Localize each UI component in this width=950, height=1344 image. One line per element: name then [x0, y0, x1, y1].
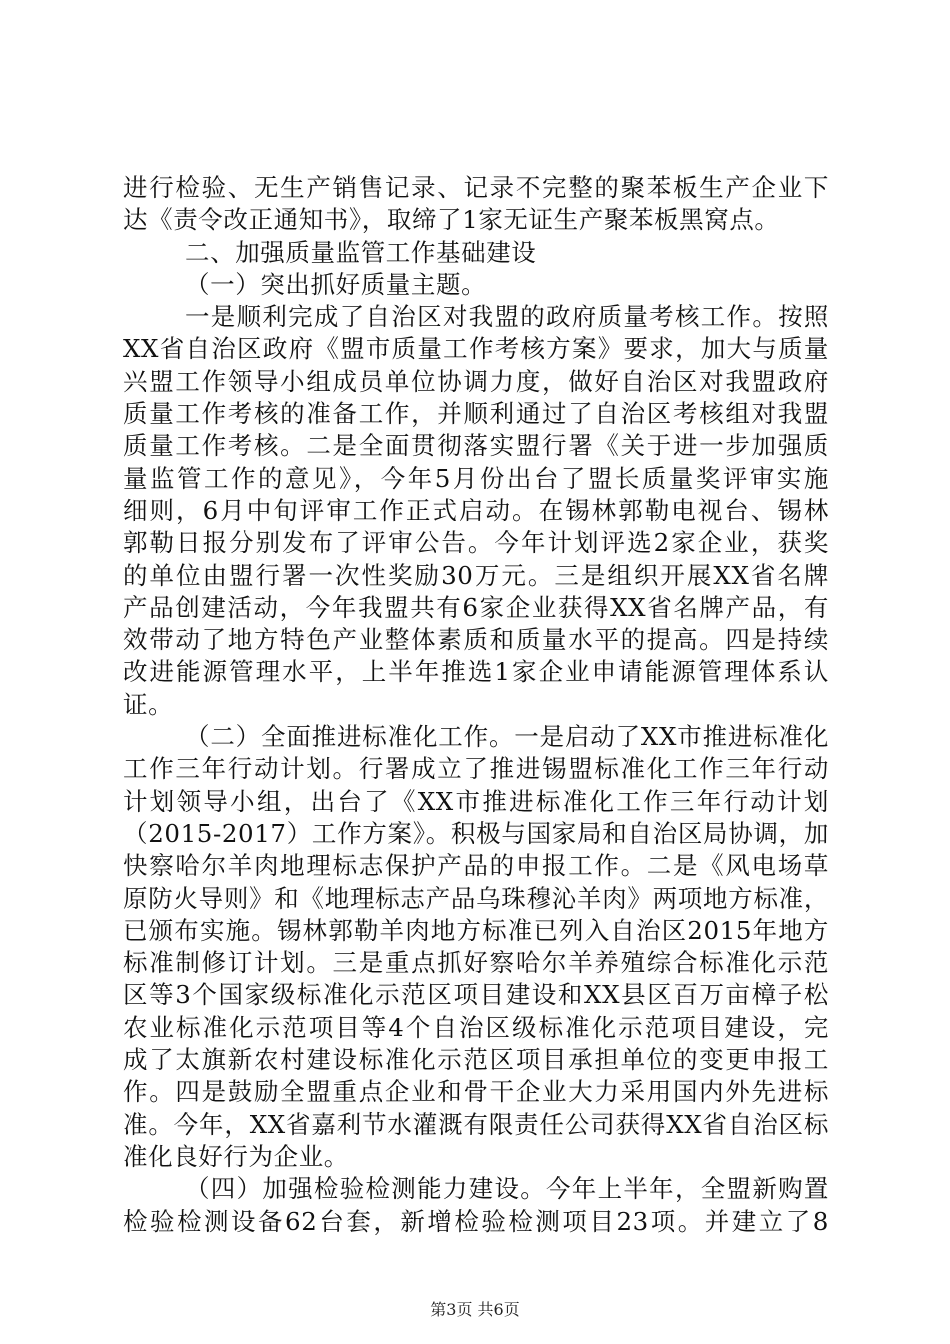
text-line: 细则，6月中旬评审工作正式启动。在锡林郭勒电视台、锡林: [123, 495, 829, 525]
text-line: 进行检验、无生产销售记录、记录不完整的聚苯板生产企业下: [123, 173, 829, 202]
text-line: 工作三年行动计划。行署成立了推进锡盟标准化工作三年行动: [123, 754, 829, 784]
text-line: 标准制修订计划。三是重点抓好察哈尔羊养殖综合标准化示范: [123, 948, 829, 978]
text-line: 原防火导则》和《地理标志产品乌珠穆沁羊肉》两项地方标准，: [123, 883, 829, 913]
text-line: 作。四是鼓励全盟重点企业和骨干企业大力采用国内外先进标: [123, 1077, 829, 1107]
document-body: [123, 172, 829, 1238]
text-line: 证。: [123, 689, 174, 719]
text-line: 区等3个国家级标准化示范区项目建设和XX县区百万亩樟子松: [123, 980, 829, 1010]
text-line: 农业标准化示范项目等4个自治区级标准化示范项目建设，完: [123, 1012, 829, 1042]
text-line: 产品创建活动，今年我盟共有6家企业获得XX省名牌产品，有: [123, 592, 829, 622]
text-line: 郭勒日报分别发布了评审公告。今年计划评选2家企业，获奖: [123, 528, 829, 558]
text-line: 已颁布实施。锡林郭勒羊肉地方标准已列入自治区2015年地方: [123, 915, 829, 945]
text-line: 兴盟工作领导小组成员单位协调力度，做好自治区对我盟政府: [123, 366, 829, 396]
text-line: （二）全面推进标准化工作。一是启动了XX市推进标准化: [185, 722, 829, 752]
text-line: 成了太旗新农村建设标准化示范区项目承担单位的变更申报工: [123, 1045, 829, 1075]
page-number-footer: 第3页 共6页: [430, 1300, 520, 1319]
text-line: 的单位由盟行署一次性奖励30万元。三是组织开展XX省名牌: [123, 560, 829, 590]
text-line: 效带动了地方特色产业整体素质和质量水平的提高。四是持续: [123, 625, 829, 655]
text-line: 准化良好行为企业。: [123, 1141, 349, 1171]
text-line: XX省自治区政府《盟市质量工作考核方案》要求，加大与质量: [123, 334, 829, 364]
text-line: 计划领导小组，出台了《XX市推进标准化工作三年行动计划: [123, 786, 829, 816]
text-line: 检验检测设备62台套，新增检验检测项目23项。并建立了8: [123, 1206, 829, 1236]
subsection-heading: （一）突出抓好质量主题。: [185, 269, 487, 299]
text-line: 量监管工作的意见》，今年5月份出台了盟长质量奖评审实施: [123, 463, 829, 493]
text-line: 改进能源管理水平，上半年推选1家企业申请能源管理体系认: [123, 657, 829, 687]
text-line: 质量工作考核的准备工作，并顺利通过了自治区考核组对我盟: [123, 399, 829, 429]
text-line: 质量工作考核。二是全面贯彻落实盟行署《关于进一步加强质: [123, 431, 829, 461]
text-line: （四）加强检验检测能力建设。今年上半年，全盟新购置: [185, 1174, 829, 1204]
text-line: 一是顺利完成了自治区对我盟的政府质量考核工作。按照: [185, 302, 829, 332]
text-line: 快察哈尔羊肉地理标志保护产品的申报工作。二是《风电场草: [123, 851, 829, 881]
text-line: 准。今年，XX省嘉利节水灌溉有限责任公司获得XX省自治区标: [123, 1109, 829, 1139]
text-line: 达《责令改正通知书》，取缔了1家无证生产聚苯板黑窝点。: [123, 205, 780, 235]
text-line: （2015-2017）工作方案》。积极与国家局和自治区局协调，加: [123, 818, 829, 848]
section-heading: 二、加强质量监管工作基础建设: [185, 237, 537, 267]
